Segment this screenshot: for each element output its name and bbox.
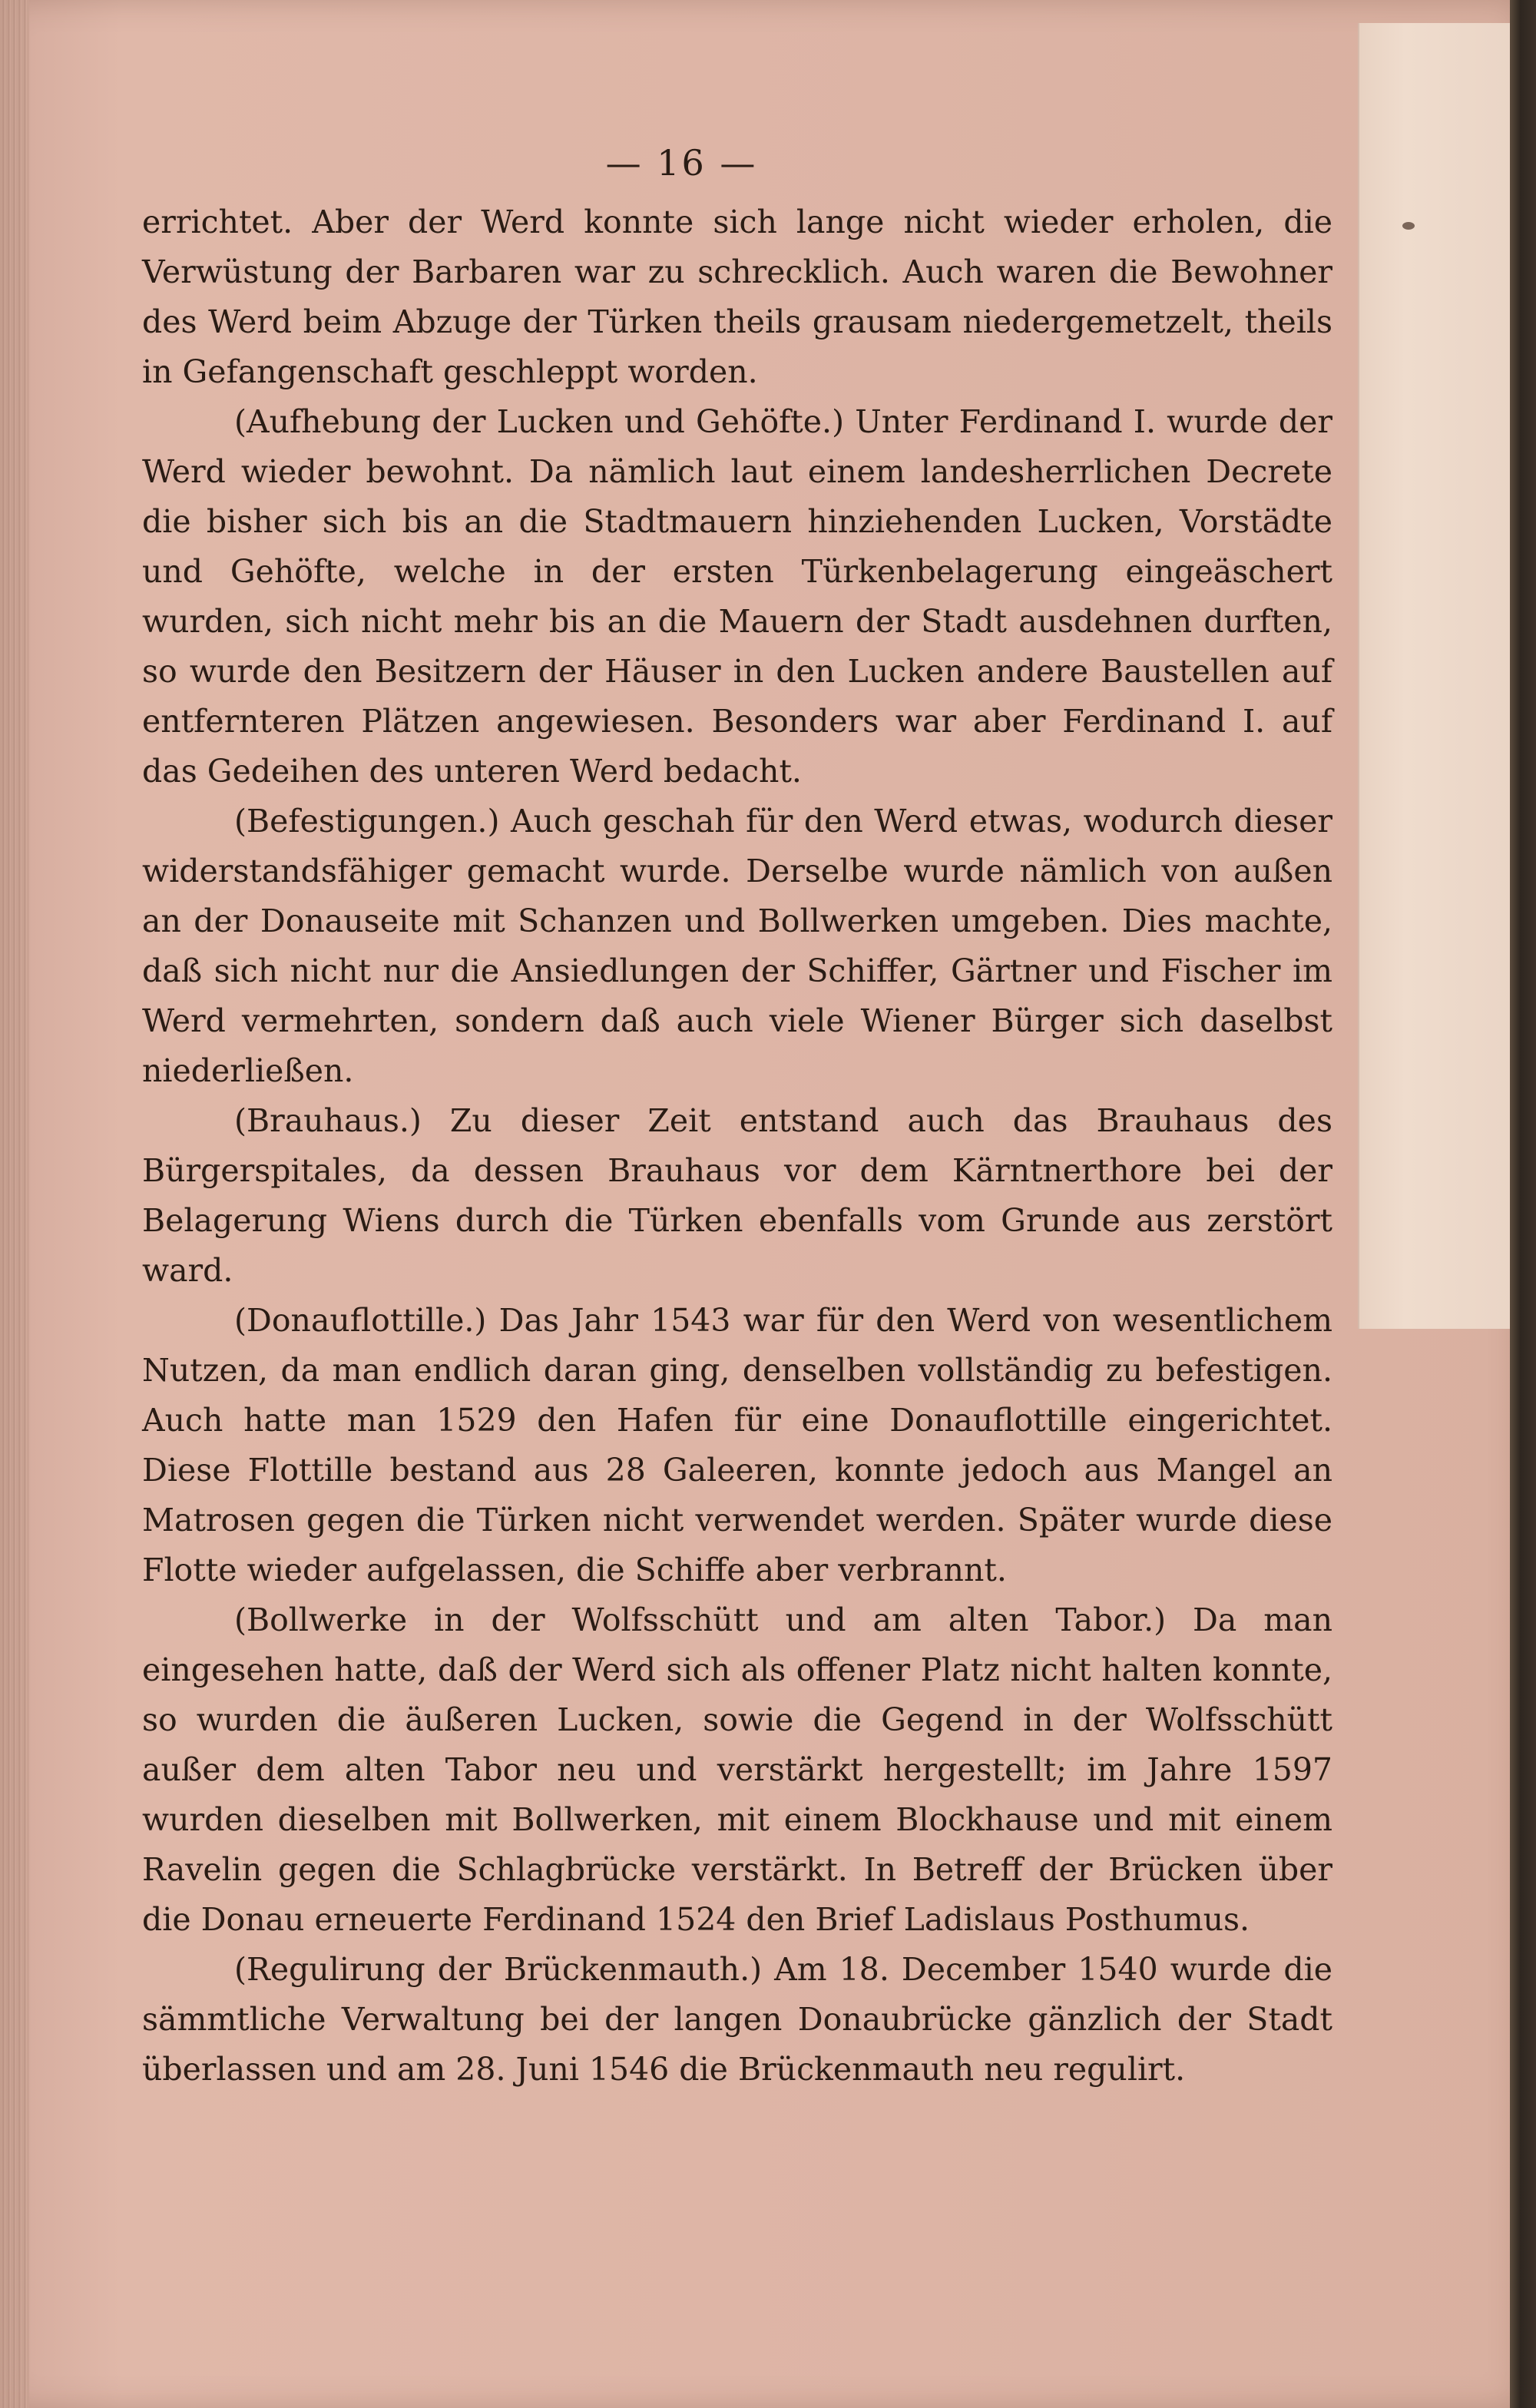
paragraph-6: (Bollwerke in der Wolfsschütt und am alten Tabor.) Da man eingesehen hatte, daß der Werd sich als offener Platz nicht halten konnte, so wurden die äußeren Lucken, sowie die Gegend in der Wolfsschütt außer dem alten Tabor neu und verstärkt hergestellt; im Jahre 1597 wurden dieselben mit Bollwerken, mit einem Blockhause und mit einem Ravelin gegen die Schlagbrücke verstärkt. In Betreff der Brücken über die Donau erneuerte Ferdinand 1524 den Brief Ladislaus Posthumus. <box>142 1601 1332 1938</box>
paper-strip <box>1358 23 1511 1329</box>
paragraph-4: (Brauhaus.) Zu dieser Zeit entstand auch das Brauhaus des Bürgerspitales, da dessen Brauhaus vor dem Kärntnerthore bei der Belagerung Wiens durch die Türken ebenfalls vom Grunde aus zerstört ward. <box>142 1102 1332 1289</box>
book-binding <box>1510 0 1536 2408</box>
paragraph-2: (Aufhebung der Lucken und Gehöfte.) Unter Ferdinand I. wurde der Werd wieder bewohnt. Da nämlich laut einem landesherrlichen Decrete die bisher sich bis an die Stadtmauern hinziehenden Lucken, Vorstädte und Gehöfte, welche in der ersten Türkenbelagerung eingeäschert wurden, sich nicht mehr bis an die Mauern der Stadt ausdehnen durften, so wurde den Besitzern der Häuser in den Lucken andere Baustellen auf entfernteren Plätzen angewiesen. Besonders war aber Ferdinand I. auf das Gedeihen des unteren Werd bedacht. <box>142 403 1332 790</box>
page-stack-edge <box>0 0 29 2408</box>
page-text <box>142 138 1332 2095</box>
paragraph-1: errichtet. Aber der Werd konnte sich lange nicht wieder erholen, die Verwüstung der Barbaren war zu schrecklich. Auch waren die Bewohner des Werd beim Abzuge der Türken theils grausam niedergemetzelt, theils in Gefangenschaft geschleppt worden. <box>142 204 1332 390</box>
ink-speck <box>1402 222 1415 230</box>
paragraph-3: (Befestigungen.) Auch geschah für den Werd etwas, wodurch dieser widerstandsfähiger gemacht wurde. Derselbe wurde nämlich von außen an der Donauseite mit Schanzen und Bollwerken umgeben. Dies machte, daß sich nicht nur die Ansiedlungen der Schiffer, Gärtner und Fischer im Werd vermehrten, sondern daß auch viele Wiener Bürger sich daselbst niederließen. <box>142 803 1332 1089</box>
paragraph-5: (Donauflottille.) Das Jahr 1543 war für den Werd von wesentlichem Nutzen, da man endlich daran ging, denselben vollständig zu befestigen. Auch hatte man 1529 den Hafen für eine Donauflottille eingerichtet. Diese Flottille bestand aus 28 Galeeren, konnte jedoch aus Mangel an Matrosen gegen die Türken nicht verwendet werden. Später wurde diese Flotte wieder aufgelassen, die Schiffe aber verbrannt. <box>142 1302 1332 1588</box>
paragraph-7: (Regulirung der Brückenmauth.) Am 18. December 1540 wurde die sämmtliche Verwaltung bei der langen Donaubrücke gänzlich der Stadt überlassen und am 28. Juni 1546 die Brückenmauth neu regulirt. <box>142 1951 1332 2088</box>
page-number: — 16 — <box>605 142 758 184</box>
